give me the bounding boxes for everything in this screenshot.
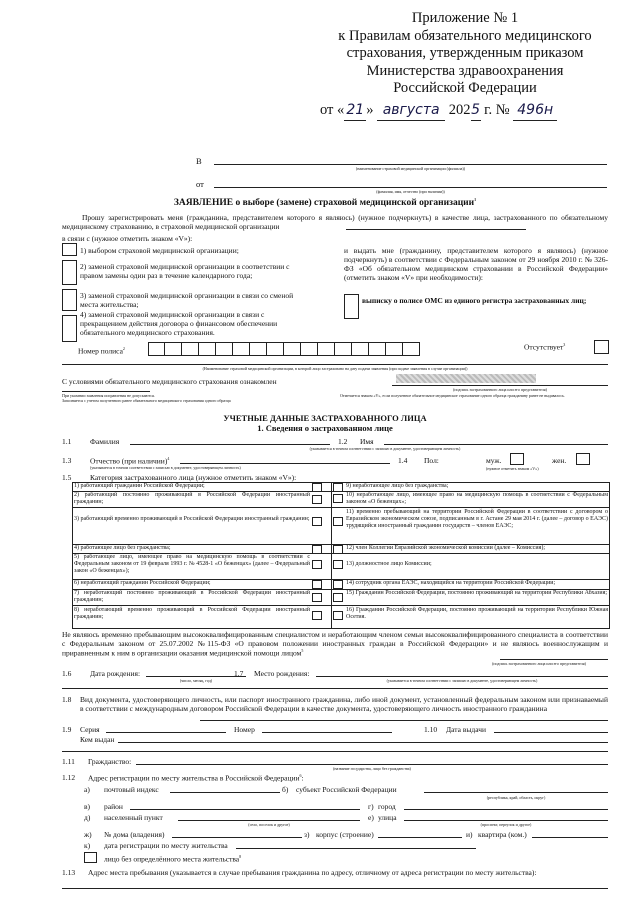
f12-hint: (указывается в точном соответствии с записью в документе, удостоверяющем личность) bbox=[309, 446, 461, 451]
k-label: к) bbox=[84, 841, 91, 850]
doc-series-field[interactable] bbox=[106, 732, 226, 733]
f18-text: Вид документа, удостоверяющего личность, или паспорт иностранного гражданина, либо иной документ, установленный федеральным законом или признаваемый в соответствии с международным договором Российской Федерации в качестве документа, удостоверяющего личность иностранного гражданина bbox=[80, 695, 608, 713]
policy-label: Номер полиса$^2$ bbox=[78, 346, 125, 356]
header-line5: Российской Федерации bbox=[393, 80, 537, 96]
f18-num: 1.8 bbox=[62, 695, 72, 704]
street-field[interactable] bbox=[404, 820, 608, 821]
cat-6: 6) неработающий гражданин Российской Федерации; bbox=[74, 580, 211, 586]
order-day: 21 bbox=[344, 100, 366, 121]
postal-label: почтовый индекс bbox=[104, 785, 159, 794]
subject-field[interactable] bbox=[424, 792, 608, 793]
cat-5: 5) работающее лицо, имеющее право на медицинскую помощь в соответствии с Федеральным законом от 19 февраля 1993 г. № 4528-1 «О беженцах» (далее – Федеральный закон «О беженцах»); bbox=[74, 554, 310, 574]
cat-11: 11) временно пребывающий на территории Российской Федерации в соответствии с договором о Евразийском экономическом союзе, подписанным в г. Астане 29 мая 2014 г. (далее – договор о ЕАЭС) трудящийся иностранный гражданин государств – членов ЕАЭС; bbox=[346, 509, 608, 529]
cat-13: 13) должностное лицо Комиссии; bbox=[346, 561, 432, 567]
extract-text: выписку о полисе ОМС из единого регистра застрахованных лиц; bbox=[362, 296, 587, 305]
flat-label: квартира (ком.) bbox=[478, 830, 527, 839]
header-line1: Приложение № 1 bbox=[411, 10, 519, 26]
female-label: жен. bbox=[552, 456, 567, 465]
issue-text: и выдать мне (гражданину, представителем которого я являюсь) (нужное подчеркнуть) в соответствии с Федеральным законом от 29 ноября 2010 г. № 326-ФЗ «Об обязательном медицинском страховании в Российской Федерации» (отметить знаком «V» при необходимости): bbox=[344, 246, 608, 282]
city-field[interactable] bbox=[404, 809, 608, 810]
cat-12: 12) член Коллегии Евразийской экономической комиссии (далее – Комиссия); bbox=[346, 545, 545, 551]
g-label: г) bbox=[368, 802, 374, 811]
cat-15: 15) Гражданин Российской Федерации, постоянно проживающий на территории Республики Абхазия; bbox=[346, 590, 608, 596]
cat-16-checkbox[interactable] bbox=[333, 611, 343, 620]
male-checkbox[interactable] bbox=[510, 453, 524, 465]
policy-number-cells[interactable] bbox=[148, 342, 420, 356]
birth-place-line-2[interactable] bbox=[62, 688, 608, 689]
district-label: район bbox=[104, 802, 123, 811]
header-block bbox=[300, 10, 630, 98]
to-hint: (наименование страховой медицинской организации (филиала)) bbox=[355, 166, 466, 171]
female-checkbox[interactable] bbox=[576, 453, 590, 465]
cat-14: 14) сотрудник органа ЕАЭС, находящийся на территории Российской Федерации; bbox=[346, 580, 556, 586]
street-label: улица bbox=[378, 813, 397, 822]
f112-num: 1.12 bbox=[62, 773, 76, 782]
patronymic-field[interactable] bbox=[180, 463, 390, 464]
from-label: от bbox=[196, 179, 204, 189]
issued-label: Кем выдан bbox=[80, 735, 115, 744]
cat-3: 3) работающий временно проживающий в Российской Федерации иностранный гражданин; bbox=[74, 516, 310, 522]
to-field[interactable] bbox=[214, 164, 607, 165]
conditions-sign-line[interactable] bbox=[392, 385, 608, 386]
org-line[interactable] bbox=[62, 364, 608, 365]
street-hint: (проспект, переулок и другое) bbox=[480, 822, 532, 827]
intro-text: Прошу зарегистрировать меня (гражданина, представителем которого я являюсь) (нужное подчеркнуть) в качестве лица, застрахованного по обязательному медицинскому страхованию, в страховой медицинской организации bbox=[62, 213, 608, 231]
corpus-field[interactable] bbox=[378, 837, 462, 838]
stay-address-field[interactable] bbox=[62, 888, 608, 889]
cat-8: 8) неработающий временно проживающий в Российской Федерации иностранный гражданин; bbox=[74, 607, 310, 620]
header-line4: Министерства здравоохранения bbox=[366, 62, 564, 79]
cat-3-checkbox[interactable] bbox=[312, 517, 322, 526]
homeless-label: лицо без определённого места жительства$^8$ bbox=[104, 854, 242, 864]
subject-hint: (республика, край, область, округ) bbox=[486, 795, 546, 800]
f17-label: Место рождения: bbox=[254, 669, 310, 678]
settlement-label: населенный пункт bbox=[104, 813, 163, 822]
cat-2-checkbox[interactable] bbox=[312, 495, 322, 504]
reg-date-field[interactable] bbox=[236, 848, 476, 849]
order-date: от « 21 » августа 2025 г. № 496н bbox=[320, 100, 620, 121]
doc-type-field[interactable] bbox=[200, 720, 608, 721]
section1-title: 1. Сведения о застрахованном лице bbox=[257, 423, 393, 433]
male-label: муж. bbox=[486, 456, 502, 465]
from-hint: (фамилия, имя, отчество (при наличии)) bbox=[376, 189, 445, 194]
to-label: В bbox=[196, 156, 202, 166]
f17-hint: (указывается в точном соответствии с записью в документе, удостоверяющем личность) bbox=[386, 678, 538, 683]
cat-14-checkbox[interactable] bbox=[333, 580, 343, 589]
f15-num: 1.5 bbox=[62, 473, 72, 482]
subject-label: субъект Российской Федерации bbox=[296, 785, 397, 794]
extract-checkbox[interactable] bbox=[344, 294, 359, 319]
f12-label: Имя bbox=[360, 437, 374, 446]
f13-num: 1.3 bbox=[62, 456, 72, 465]
f113-num: 1.13 bbox=[62, 868, 76, 877]
doc-issue-date-field[interactable] bbox=[494, 732, 608, 733]
signature-stamp bbox=[396, 374, 536, 383]
b-label: б) bbox=[282, 785, 289, 794]
cat-11-checkbox[interactable] bbox=[333, 517, 343, 526]
surname-field[interactable] bbox=[130, 444, 330, 445]
postal-field[interactable] bbox=[170, 792, 280, 793]
city-label: город bbox=[378, 802, 396, 811]
cat-7: 7) неработающий постоянно проживающий в Российской Федерации иностранный гражданин; bbox=[74, 590, 310, 603]
cat-9: 9) неработающее лицо без гражданства; bbox=[346, 483, 449, 489]
issued-by-field[interactable] bbox=[118, 742, 608, 743]
cat-6-checkbox[interactable] bbox=[312, 580, 322, 589]
f14-num: 1.4 bbox=[398, 456, 408, 465]
reason-3-checkbox[interactable] bbox=[62, 289, 77, 311]
settlement-field[interactable] bbox=[178, 820, 360, 821]
reason-4-checkbox[interactable] bbox=[62, 315, 77, 342]
district-field[interactable] bbox=[130, 809, 360, 810]
cat-5-checkbox[interactable] bbox=[312, 560, 322, 569]
e-label: е) bbox=[368, 813, 374, 822]
sign-hint: (подпись застрахованного лица или его представителя) bbox=[453, 387, 547, 392]
name-field[interactable] bbox=[384, 444, 608, 445]
hqs-sign-line[interactable] bbox=[500, 659, 608, 660]
i-label: и) bbox=[466, 830, 473, 839]
order-year-digit: 5 bbox=[471, 100, 481, 121]
d-label: д) bbox=[84, 813, 91, 822]
corpus-label: корпус (строение) bbox=[316, 830, 374, 839]
f15-label: Категория застрахованного лица (нужное отметить знаком «V»): bbox=[90, 473, 297, 482]
f16-num: 1.6 bbox=[62, 669, 72, 678]
f13-hint: (указывается в точном соответствии с записью в документе, удостоверяющем личность) bbox=[90, 465, 241, 470]
header-line3: страхования, утвержденным приказом bbox=[346, 45, 584, 61]
absent-label: Отсутствует$^3$ bbox=[524, 342, 566, 352]
smo-name-field[interactable] bbox=[346, 229, 526, 230]
cat-2: 2) работающий постоянно проживающий в Российской Федерации иностранный гражданин; bbox=[74, 492, 310, 505]
foot-right: Отмечается знаком «V», если полученное обязательное медицинское страхование одного образца гражданину ранее не выдавалось. bbox=[340, 393, 565, 398]
a-label: а) bbox=[84, 785, 90, 794]
foot-left-1: При указании заявления исправления не допускаются. bbox=[62, 393, 155, 398]
conditions-text: С условиями обязательного медицинского страхования ознакомлен bbox=[62, 377, 277, 386]
footnote-rule bbox=[62, 391, 150, 392]
from-field[interactable] bbox=[214, 187, 607, 188]
cat-10: 10) неработающее лицо, имеющее право на медицинскую помощь в соответствии с Федеральным законом «О беженцах»; bbox=[346, 492, 608, 505]
header-line2: к Правилам обязательного медицинского bbox=[338, 27, 592, 44]
hqs-hint: (подпись застрахованного лица или его представителя) bbox=[492, 661, 586, 666]
f112-label: Адрес регистрации по месту жительства в Российской Федерации$^6$: bbox=[88, 773, 304, 783]
homeless-checkbox[interactable] bbox=[84, 852, 97, 863]
reason-1-checkbox[interactable] bbox=[62, 243, 77, 256]
f111-hint: (название государства, лицо без гражданства) bbox=[333, 766, 411, 771]
f110-num: 1.10 bbox=[424, 725, 438, 734]
f13-label: Отчество (при наличии)$^4$ bbox=[90, 456, 170, 466]
cat-16: 16) Гражданин Российской Федерации, постоянно проживающий на территории Республики Южная Осетия. bbox=[346, 607, 608, 620]
cat-4: 4) работающее лицо без гражданства; bbox=[74, 545, 171, 551]
sex-hint: (нужное отметить знаком «V») bbox=[486, 466, 539, 471]
f111-label: Гражданство: bbox=[88, 757, 132, 766]
v-label: в) bbox=[84, 802, 91, 811]
birth-date-field[interactable] bbox=[146, 676, 246, 677]
form-title: ЗАЯВЛЕНИЕ о выборе (замене) страховой медицинской организации$^1$ bbox=[173, 197, 477, 209]
org-hint: (Наименование страховой медицинской организации, в которой лицо застраховано на дату подачи заявления (при подаче заявления в случае организации)) bbox=[202, 366, 468, 371]
house-label: № дома (владения) bbox=[104, 830, 165, 839]
cat-10-checkbox[interactable] bbox=[333, 494, 343, 503]
cat-13-checkbox[interactable] bbox=[333, 560, 343, 569]
f14-label: Пол: bbox=[424, 456, 439, 465]
reason-4: 4) заменой страховой медицинской организации в связи с прекращением действия договора о финансовом обеспечении обязательного медицинского страхования. bbox=[80, 310, 278, 337]
f12-num: 1.2 bbox=[338, 437, 348, 446]
reason-2-checkbox[interactable] bbox=[62, 260, 77, 285]
f16-hint: (число, месяц, год) bbox=[179, 678, 213, 683]
intro-text-2: в связи с (нужное отметить знаком «V»): bbox=[62, 234, 193, 243]
f11-num: 1.1 bbox=[62, 437, 72, 446]
doc-number-field[interactable] bbox=[262, 732, 392, 733]
f16-label: Дата рождения: bbox=[90, 669, 141, 678]
f19-num: 1.9 bbox=[62, 725, 72, 734]
reason-1: 1) выбором страховой медицинской организации; bbox=[80, 246, 239, 255]
number-label: Номер bbox=[234, 725, 255, 734]
citizenship-field[interactable] bbox=[136, 764, 608, 765]
house-field[interactable] bbox=[172, 837, 302, 838]
cat-8-checkbox[interactable] bbox=[312, 611, 322, 620]
hqs-text: Не являюсь временно пребывающим высококвалифицированным специалистом и неработающим членом семьи высококвалифицированного специалиста в соответствии с Федеральным законом от 25.07.2002 №115-ФЗ «О правовом положении иностранных граждан в Российской Федерации» и не являюсь военнослужащим и приравненным к ним в организации оказания медицинской помощи лицом$^5$ bbox=[62, 630, 608, 658]
order-number: 496н bbox=[513, 100, 557, 121]
f17-num: 1.7 bbox=[234, 669, 244, 678]
settlement-hint: (село, поселок и другое) bbox=[248, 822, 290, 827]
cat-15-checkbox[interactable] bbox=[333, 593, 343, 602]
z-label: з) bbox=[304, 830, 310, 839]
reg-date-label: дата регистрации по месту жительства bbox=[104, 841, 228, 850]
reason-3: 3) заменой страховой медицинской организации в связи со сменой места жительства; bbox=[80, 291, 294, 309]
f110-label: Дата выдачи bbox=[446, 725, 487, 734]
order-month: августа bbox=[377, 100, 445, 121]
f113-text: Адрес места пребывания (указывается в случае пребывания гражданина по адресу, отличному от адреса регистрации по месту жительства): bbox=[88, 868, 537, 877]
absent-checkbox[interactable] bbox=[594, 340, 609, 354]
cat-1: 1) работающий гражданин Российской Федерации; bbox=[74, 483, 205, 489]
issued-by-line-2[interactable] bbox=[62, 751, 608, 752]
f19-label: Серия bbox=[80, 725, 100, 734]
f111-num: 1.11 bbox=[62, 757, 75, 766]
foot-left-2: Заполняется с учетом полученного ранее обязательного медицинского страхования одного образца bbox=[62, 398, 231, 403]
cat-7-checkbox[interactable] bbox=[312, 593, 322, 602]
section-title: УЧЕТНЫЕ ДАННЫЕ ЗАСТРАХОВАННОГО ЛИЦА bbox=[223, 413, 427, 423]
flat-field[interactable] bbox=[532, 837, 608, 838]
reason-2: 2) заменой страховой медицинской организации в соответствии с правом замены один раз в течение календарного года; bbox=[80, 262, 290, 280]
zh-label: ж) bbox=[84, 830, 92, 839]
f11-label: Фамилия bbox=[90, 437, 120, 446]
birth-place-field[interactable] bbox=[316, 676, 608, 677]
